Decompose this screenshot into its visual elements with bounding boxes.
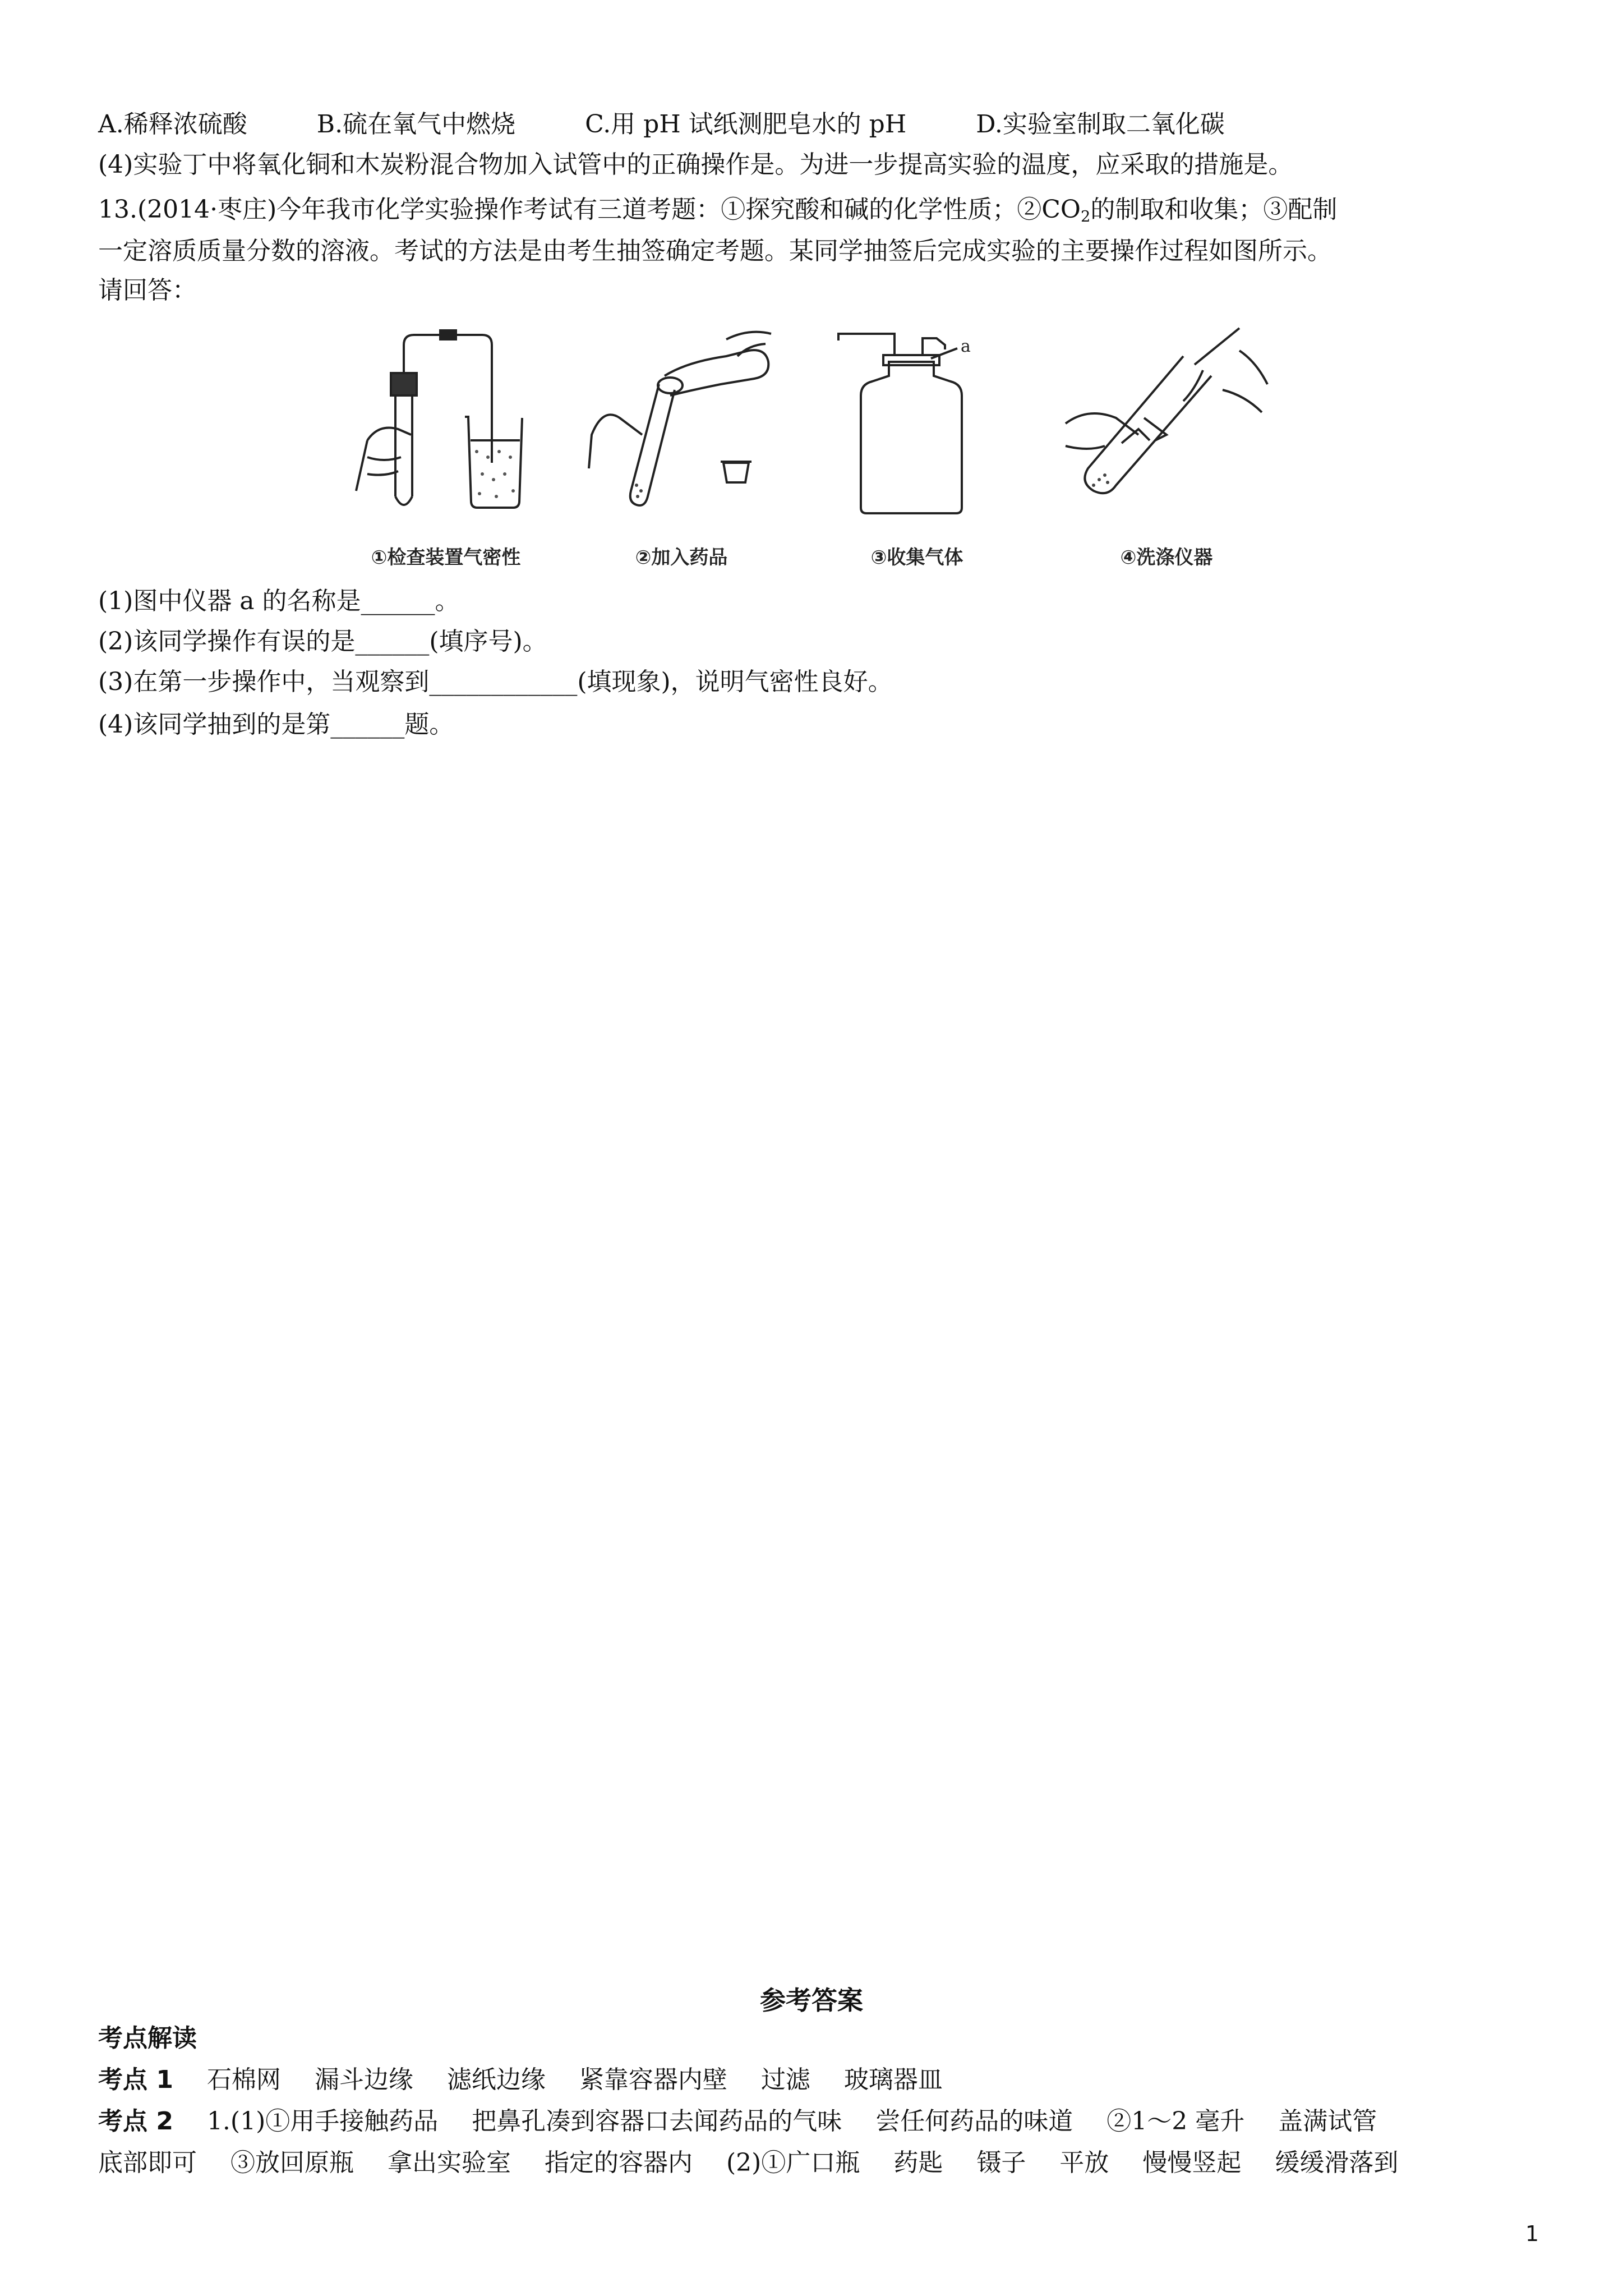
k2-item: (2)①广口瓶 <box>726 2148 860 2177</box>
option-c: C.用 pH 试纸测肥皂水的 pH <box>585 110 907 139</box>
question-13-intro-line3: 请回答： <box>98 276 197 305</box>
k1-item: 漏斗边缘 <box>314 2065 413 2094</box>
intro-text-a: 13.(2014·枣庄)今年我市化学实验操作考试有三道考题：①探究酸和碱的化学性质；②CO <box>98 195 1081 224</box>
figure-caption-4: ④洗涤仪器 <box>1120 546 1213 569</box>
figure-panel-add-reagent <box>580 323 782 569</box>
k1-item: 石棉网 <box>206 2065 281 2094</box>
k1-item: 滤纸边缘 <box>446 2065 546 2094</box>
answer-k2-line-1 <box>98 2105 1377 2138</box>
k1-label: 考点 1 <box>98 2065 173 2094</box>
question-13-sub-4: (4)该同学抽到的是第______题。 <box>98 710 454 739</box>
instrument-label-a: a <box>961 337 971 356</box>
co2-subscript: 2 <box>1081 208 1091 226</box>
k2-item: 1.(1)①用手接触药品 <box>206 2107 439 2136</box>
figure-caption-3: ③收集气体 <box>870 546 963 569</box>
wash-test-tube-illustration <box>1054 323 1279 536</box>
k2-item: 尝任何药品的味道 <box>875 2107 1073 2136</box>
k2-item: 药匙 <box>893 2148 943 2177</box>
option-d: D.实验室制取二氧化碳 <box>976 110 1225 139</box>
option-b: B.硫在氧气中燃烧 <box>316 110 516 139</box>
gas-collection-bottle-illustration <box>827 323 1007 536</box>
k2-item: ③放回原瓶 <box>230 2148 354 2177</box>
k2-item: 拿出实验室 <box>388 2148 511 2177</box>
add-reagent-illustration <box>580 323 782 536</box>
answer-k1-line <box>98 2063 943 2097</box>
airtightness-apparatus-illustration <box>345 323 547 536</box>
k2-item: 底部即可 <box>98 2148 197 2177</box>
intro-text-b: 的制取和收集；③配制 <box>1090 195 1338 224</box>
k2-item: 把鼻孔凑到容器口去闻药品的气味 <box>472 2107 842 2136</box>
k1-item: 玻璃器皿 <box>843 2065 943 2094</box>
question-13-sub-3: (3)在第一步操作中，当观察到____________(填现象)，说明气密性良好。 <box>98 668 893 696</box>
k2-item: 平放 <box>1059 2148 1109 2177</box>
k2-item: ②1～2 毫升 <box>1106 2107 1245 2136</box>
k2-item: 指定的容器内 <box>545 2148 693 2177</box>
k2-item: 缓缓滑落到 <box>1275 2148 1399 2177</box>
lab-operations-figure <box>345 323 1298 569</box>
k2-item: 盖满试管 <box>1278 2107 1377 2136</box>
question-13-intro-line2: 一定溶质质量分数的溶液。考试的方法是由考生抽签确定考题。某同学抽签后完成实验的主要操作过程如图所示。 <box>98 237 1332 265</box>
question-13-sub-1: (1)图中仪器 a 的名称是______。 <box>98 587 460 615</box>
question-12-options <box>98 108 1225 141</box>
k2-item: 镊子 <box>976 2148 1026 2177</box>
figure-panel-wash <box>1054 323 1279 569</box>
figure-caption-2: ②加入药品 <box>635 546 728 569</box>
k1-item: 过滤 <box>760 2065 810 2094</box>
question-13-intro-line1 <box>98 193 1337 227</box>
question-12-part-4: (4)实验丁中将氧化铜和木炭粉混合物加入试管中的正确操作是。为进一步提高实验的温度，应采取的措施是。 <box>98 150 1293 179</box>
question-13-sub-2: (2)该同学操作有误的是______(填序号)。 <box>98 627 547 656</box>
page-number: 1 <box>1525 2221 1539 2246</box>
k2-label: 考点 2 <box>98 2107 173 2136</box>
figure-panel-airtightness <box>345 323 547 569</box>
k1-item: 紧靠容器内壁 <box>579 2065 727 2094</box>
answer-k2-line-2 <box>98 2146 1398 2180</box>
answer-section-title: 参考答案 <box>760 1985 863 2016</box>
figure-caption-1: ①检查装置气密性 <box>371 546 521 569</box>
answer-subsection-heading: 考点解读 <box>98 2024 197 2053</box>
figure-panel-collect-gas <box>827 323 1007 569</box>
option-a: A.稀释浓硫酸 <box>98 110 247 139</box>
k2-item: 慢慢竖起 <box>1142 2148 1242 2177</box>
